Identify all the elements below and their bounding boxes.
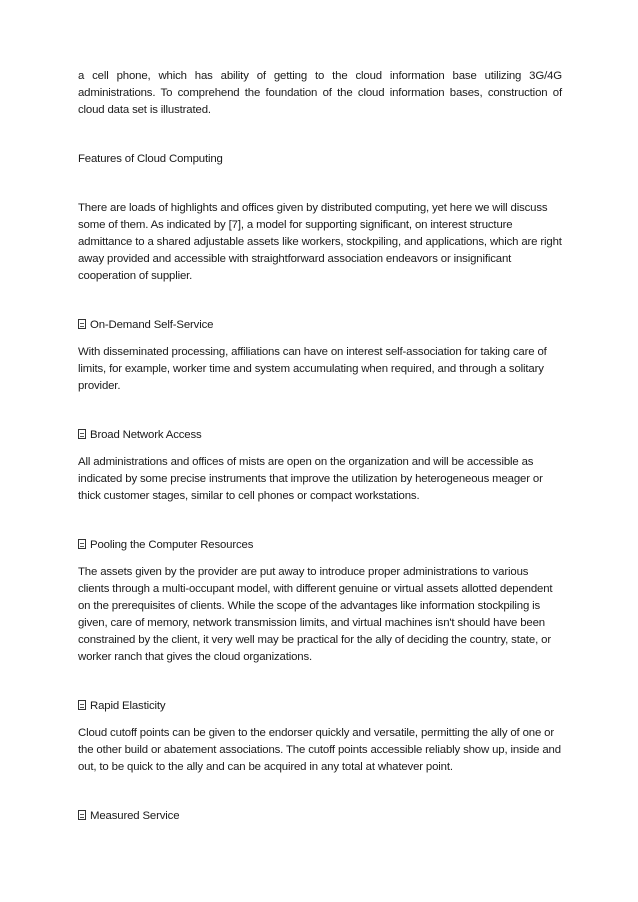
section-heading-label: Measured Service [90,810,180,822]
section-paragraph-rapid-elasticity: Cloud cutoff points can be given to the endorser quickly and versatile, permitting the ally of one or the other build or abatement associations. The cutoff points accessible reliably show up, inside and out, to be quick to the ally and can be acquired in any total at whatever point. [78,727,561,773]
section-heading-pooling-computer-resources [78,537,562,554]
spacer [78,776,562,808]
page-content [78,68,562,825]
spacer [78,168,562,200]
missing-glyph-icon [78,810,86,820]
spacer [78,444,562,454]
section-paragraph-broad-network-access: All administrations and offices of mists are open on the organization and will be accessible as indicated by some precise instruments that improve the utilization by heterogeneous meager or thick customer stages, similar to cell phones or compact workstations. [78,456,543,502]
spacer [78,666,562,698]
spacer [78,715,562,725]
spacer [78,119,562,151]
spacer [78,554,562,564]
intro-paragraph: a cell phone, which has ability of getting to the cloud information base utilizing 3G/4G administrations. To comprehend the foundation of the cloud information bases, construction of cloud data set is illustrated. [78,70,562,116]
section-paragraph-on-demand-self-service: With disseminated processing, affiliations can have on interest self-association for taking care of limits, for example, worker time and system accumulating when required, and through a solitary provider. [78,346,547,392]
missing-glyph-icon [78,429,86,439]
missing-glyph-icon [78,319,86,329]
spacer [78,395,562,427]
missing-glyph-icon [78,539,86,549]
section-paragraph-pooling-computer-resources: The assets given by the provider are put away to introduce proper administrations to various clients through a multi-occupant model, with different genuine or virtual assets allotted dependent on the prerequisites of clients. While the scope of the advantages like information stockpiling is given, care of memory, network transmission limits, and virtual machines isn't should have been constrained by the client, it very well may be practical for the ally of deciding the country, state, or worker ranch that gives the cloud organizations. [78,566,553,663]
section-heading-rapid-elasticity [78,698,562,715]
section-heading-label: Pooling the Computer Resources [90,539,254,551]
spacer [78,505,562,537]
section-heading-label: Broad Network Access [90,429,202,441]
section-heading-measured-service [78,808,562,825]
features-paragraph: There are loads of highlights and offices given by distributed computing, yet here we will discuss some of them. As indicated by [7], a model for supporting significant, on interest structure admittance to a shared adjustable assets like workers, stockpiling, and applications, which are right away provided and accessible with straightforward association endeavors or insignificant cooperation of supplier. [78,202,562,282]
features-heading: Features of Cloud Computing [78,153,223,165]
section-heading-broad-network-access [78,427,562,444]
section-heading-on-demand-self-service [78,317,562,334]
spacer [78,334,562,344]
section-heading-label: Rapid Elasticity [90,700,166,712]
missing-glyph-icon [78,700,86,710]
section-heading-label: On-Demand Self-Service [90,319,214,331]
spacer [78,285,562,317]
